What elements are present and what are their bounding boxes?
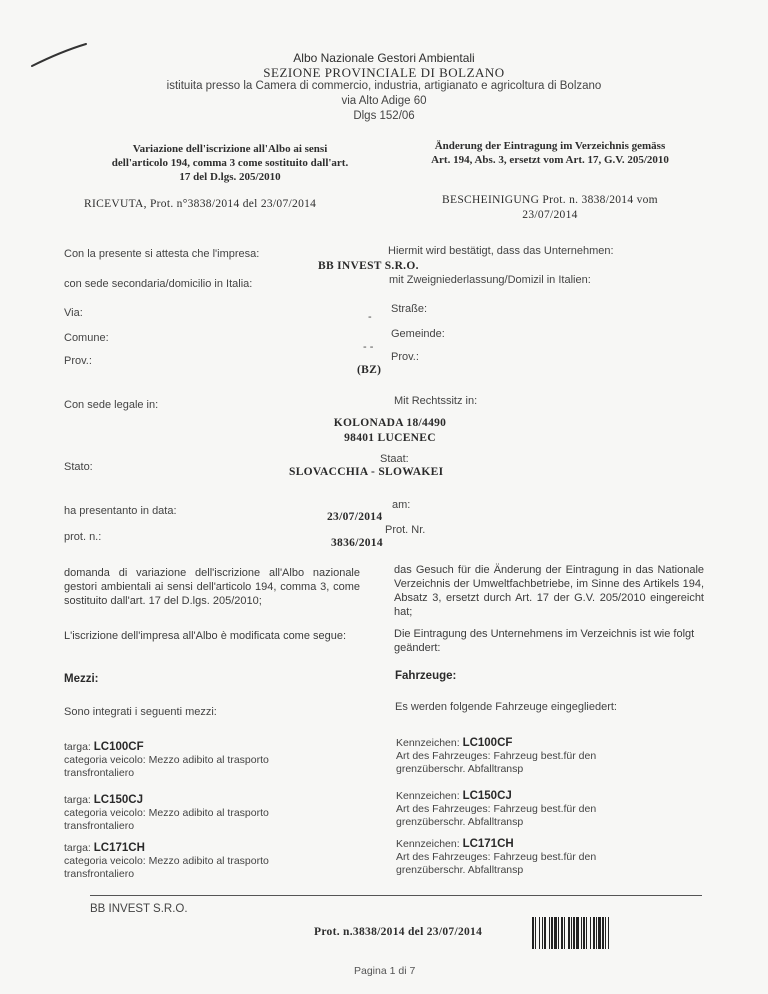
attest-it: Con la presente si attesta che l'impresa: xyxy=(64,248,260,260)
date-label-it: ha presentanto in data: xyxy=(64,505,177,517)
vehicles-title-de: Fahrzeuge: xyxy=(395,670,457,682)
request-it: domanda di variazione dell'iscrizione all'Albo nazionale gestori ambientali ai sensi dell'articolo 194, comma 3, come sostituito dall'art. 17 del D.lgs. 205/2010; xyxy=(64,567,360,607)
via-label-it: Via: xyxy=(64,307,83,319)
vehicles-title-it: Mezzi: xyxy=(64,673,99,685)
footer-prot: Prot. n.3838/2014 del 23/07/2014 xyxy=(314,926,483,938)
comune-label-it: Comune: xyxy=(64,332,109,344)
header-line-2: SEZIONE PROVINCIALE DI BOLZANO xyxy=(263,65,505,80)
prot-label-it: prot. n.: xyxy=(64,531,102,543)
vehicle-de-1: Kennzeichen: LC100CF Art des Fahrzeuges: Fahrzeug best.für den grenzüberschr. Abfalltransp xyxy=(396,737,597,775)
footer-divider xyxy=(90,895,702,896)
comune-value: - - xyxy=(363,341,374,353)
receipt-it: RICEVUTA, Prot. n°3838/2014 del 23/07/2014 xyxy=(84,198,317,210)
barcode-bar xyxy=(609,917,612,949)
prot-value: 3836/2014 xyxy=(331,537,383,549)
vehicle-it-1: targa: LC100CF categoria veicolo: Mezzo adibito al trasporto transfrontaliero xyxy=(64,741,269,779)
state-label-de: Staat: xyxy=(380,453,409,465)
vehicle-de-3: Kennzeichen: LC171CH Art des Fahrzeuges: Fahrzeug best.für den grenzüberschr. Abfalltransp xyxy=(396,838,597,876)
vehicles-intro-de: Es werden folgende Fahrzeuge eingegliedert: xyxy=(395,701,617,713)
attest-de: Hiermit wird bestätigt, dass das Unternehmen: xyxy=(388,245,614,257)
vehicle-it-3: targa: LC171CH categoria veicolo: Mezzo adibito al trasporto transfrontaliero xyxy=(64,842,269,880)
state-value: SLOVACCHIA - SLOWAKEI xyxy=(289,466,444,478)
footer-company: BB INVEST S.R.O. xyxy=(90,903,188,915)
barcode xyxy=(532,917,702,949)
date-value: 23/07/2014 xyxy=(327,511,383,523)
branch-it: con sede secondaria/domicilio in Italia: xyxy=(64,278,253,290)
prov-label-de: Prov.: xyxy=(391,351,419,363)
title-de: Änderung der Eintragung im Verzeichnis gemäss Art. 194, Abs. 3, ersetzt vom Art. 17, G.V. 205/2010 xyxy=(431,140,669,166)
vehicle-it-2: targa: LC150CJ categoria veicolo: Mezzo adibito al trasporto transfrontaliero xyxy=(64,794,269,832)
header-line-4: via Alto Adige 60 xyxy=(341,95,427,107)
title-it: Variazione dell'iscrizione all'Albo ai sensi dell'articolo 194, comma 3 come sostituito dall'art. 17 del D.lgs. 205/2010 xyxy=(111,143,349,183)
prov-value: (BZ) xyxy=(357,364,382,376)
date-label-de: am: xyxy=(392,499,411,511)
header-line-1: Albo Nazionale Gestori Ambientali xyxy=(293,51,475,65)
header-line-3: istituita presso la Camera di commercio, industria, artigianato e agricoltura di Bolzano xyxy=(166,80,602,92)
legal-address: KOLONADA 18/4490 98401 LUCENEC xyxy=(333,417,447,444)
legal-label-de: Mit Rechtssitz in: xyxy=(394,395,478,407)
company-name: BB INVEST S.R.O. xyxy=(318,260,419,272)
via-value: - xyxy=(368,311,372,323)
header-line-5: Dlgs 152/06 xyxy=(353,110,415,122)
modification-it: L'iscrizione dell'impresa all'Albo è modificata come segue: xyxy=(64,630,347,642)
receipt-de: BESCHEINIGUNG Prot. n. 3838/2014 vom 23/07/2014 xyxy=(442,194,658,221)
vehicles-intro-it: Sono integrati i seguenti mezzi: xyxy=(64,706,217,718)
state-label-it: Stato: xyxy=(64,461,93,473)
modification-de: Die Eintragung des Unternehmens im Verzeichnis ist wie folgt geändert: xyxy=(394,628,695,654)
request-de: das Gesuch für die Änderung der Eintragung in das Nationale Verzeichnis der Umweltfachbetriebe, im Sinne des Artikels 194, Absatz 3, ersetzt durch Art. 17 der G.V. 205/2010 eingereicht hat; xyxy=(394,564,704,618)
legal-label-it: Con sede legale in: xyxy=(64,399,159,411)
prov-label-it: Prov.: xyxy=(64,355,92,367)
vehicle-de-2: Kennzeichen: LC150CJ Art des Fahrzeuges: Fahrzeug best.für den grenzüberschr. Abfalltransp xyxy=(396,790,597,828)
page-number: Pagina 1 di 7 xyxy=(354,965,416,977)
via-label-de: Straße: xyxy=(391,303,428,315)
comune-label-de: Gemeinde: xyxy=(391,328,445,340)
prot-label-de: Prot. Nr. xyxy=(385,524,426,536)
branch-de: mit Zweigniederlassung/Domizil in Italien: xyxy=(389,274,591,286)
